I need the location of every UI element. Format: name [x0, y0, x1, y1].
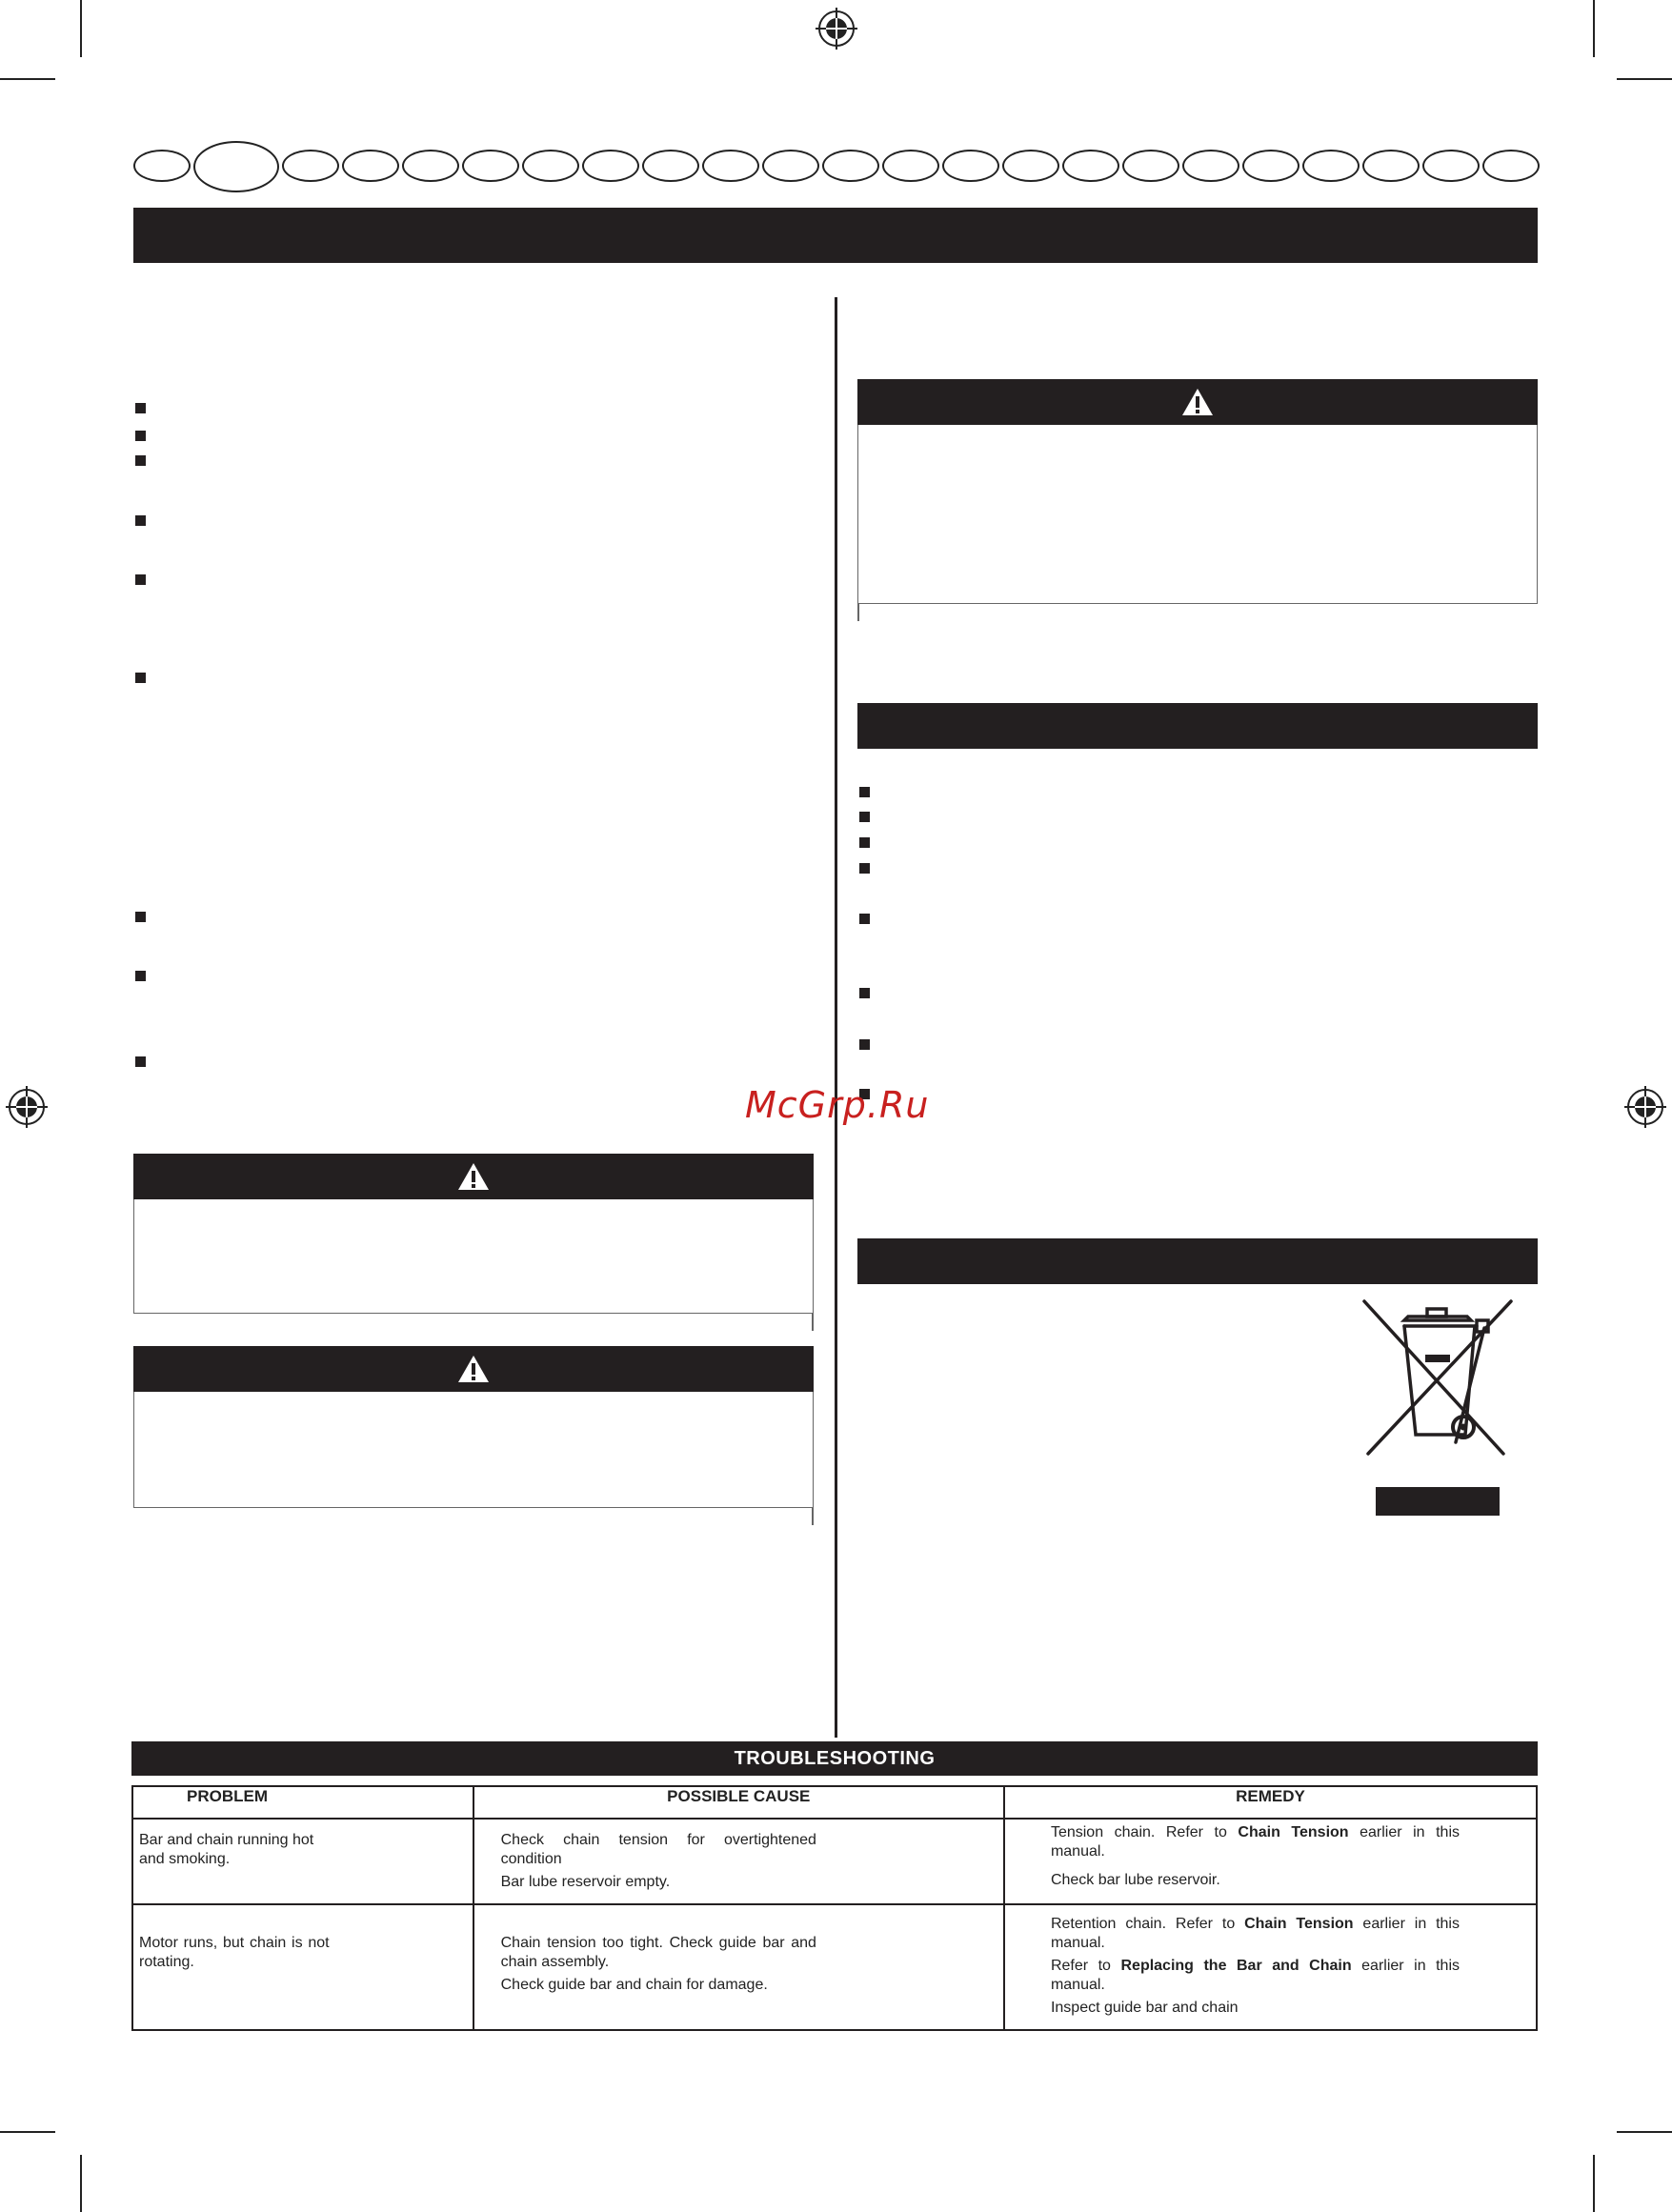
crop-mark [80, 2155, 82, 2212]
box-tick [857, 604, 859, 621]
list-bullet [135, 574, 146, 585]
language-tab[interactable] [1062, 150, 1119, 182]
list-bullet [859, 787, 870, 797]
list-bullet [135, 1056, 146, 1067]
section-header-bar [857, 1238, 1538, 1284]
list-bullet [859, 837, 870, 848]
remedy-text: Retention chain. Refer to Chain Tension earlier in this manual. [1050, 1916, 1460, 1951]
language-tab[interactable] [1122, 150, 1179, 182]
registration-target-icon [6, 1086, 48, 1128]
weee-label-bar [1376, 1487, 1500, 1516]
table-row [132, 1904, 1537, 2030]
list-bullet [135, 403, 146, 413]
language-tab[interactable] [1482, 150, 1540, 182]
warning-header [133, 1346, 814, 1392]
troubleshooting-table [131, 1785, 1538, 2031]
section-header-bar [133, 208, 1538, 263]
column-header-remedy: REMEDY [1004, 1786, 1537, 1819]
cause-cell [473, 1819, 1004, 1904]
language-tab[interactable] [822, 150, 879, 182]
problem-cell [132, 1904, 473, 2030]
language-tab[interactable] [642, 150, 699, 182]
list-bullet [859, 863, 870, 874]
language-tab[interactable] [402, 150, 459, 182]
box-tick [812, 1508, 814, 1525]
warning-header [857, 379, 1538, 425]
language-tab[interactable] [133, 150, 191, 182]
list-bullet [135, 673, 146, 683]
remedy-text: Tension chain. Refer to Chain Tension earlier in this manual. [1050, 1824, 1460, 1860]
language-tab[interactable] [282, 150, 339, 182]
language-tab[interactable] [582, 150, 639, 182]
crop-mark [0, 2131, 55, 2133]
section-header-bar [857, 703, 1538, 749]
box-tick [812, 1314, 814, 1331]
language-tab[interactable] [1242, 150, 1299, 182]
list-bullet [859, 914, 870, 924]
cause-text: Chain tension too tight. Check guide bar and chain assembly. [500, 1935, 816, 1970]
list-bullet [859, 988, 870, 998]
warning-header [133, 1154, 814, 1199]
remedy-cell [1004, 1819, 1537, 1904]
cause-cell [473, 1904, 1004, 2030]
table-row [132, 1819, 1537, 1904]
problem-text: Bar and chain running hot and smoking. [139, 1832, 314, 1867]
language-tab[interactable] [1302, 150, 1360, 182]
language-tab[interactable] [1182, 150, 1239, 182]
language-tab[interactable] [1002, 150, 1059, 182]
language-tab[interactable] [342, 150, 399, 182]
list-bullet [859, 812, 870, 822]
problem-cell [132, 1819, 473, 1904]
warning-triangle-icon [1180, 387, 1215, 417]
column-header-cause: POSSIBLE CAUSE [473, 1786, 1004, 1819]
language-tab[interactable] [942, 150, 999, 182]
cause-text: Check chain tension for overtightened condition [500, 1832, 816, 1867]
language-tab[interactable] [1362, 150, 1420, 182]
language-tab[interactable] [193, 141, 279, 192]
language-tab[interactable] [462, 150, 519, 182]
crop-mark [1617, 78, 1672, 80]
language-tab[interactable] [762, 150, 819, 182]
language-tab[interactable] [702, 150, 759, 182]
cause-text: Check guide bar and chain for damage. [500, 1977, 768, 1993]
crop-mark [0, 78, 55, 80]
remedy-cell [1004, 1904, 1537, 2030]
column-header-problem: PROBLEM [132, 1786, 473, 1819]
problem-text: Motor runs, but chain is not rotating. [139, 1935, 330, 1970]
list-bullet [135, 971, 146, 981]
list-bullet [135, 515, 146, 526]
remedy-text: Check bar lube reservoir. [1050, 1872, 1220, 1888]
remedy-text: Inspect guide bar and chain [1050, 2000, 1239, 2016]
list-bullet [135, 431, 146, 441]
crop-mark [1593, 2155, 1595, 2212]
registration-target-icon [816, 8, 857, 50]
language-tab[interactable] [1422, 150, 1480, 182]
watermark-text: McGrp.Ru [745, 1084, 930, 1126]
cause-text: Bar lube reservoir empty. [500, 1874, 671, 1890]
warning-triangle-icon [456, 1161, 491, 1192]
table-header-row [132, 1786, 1537, 1819]
crossed-bin-icon [1360, 1299, 1515, 1458]
column-divider [835, 297, 837, 1738]
remedy-text: Refer to Replacing the Bar and Chain earlier in this manual. [1050, 1958, 1460, 1993]
crop-mark [80, 0, 82, 57]
registration-target-icon [1624, 1086, 1666, 1128]
crop-mark [1617, 2131, 1672, 2133]
crop-mark [1593, 0, 1595, 57]
list-bullet [859, 1039, 870, 1050]
list-bullet [135, 912, 146, 922]
language-tab[interactable] [522, 150, 579, 182]
language-tab[interactable] [882, 150, 939, 182]
troubleshooting-title: TROUBLESHOOTING [131, 1741, 1538, 1776]
warning-triangle-icon [456, 1354, 491, 1384]
list-bullet [135, 455, 146, 466]
